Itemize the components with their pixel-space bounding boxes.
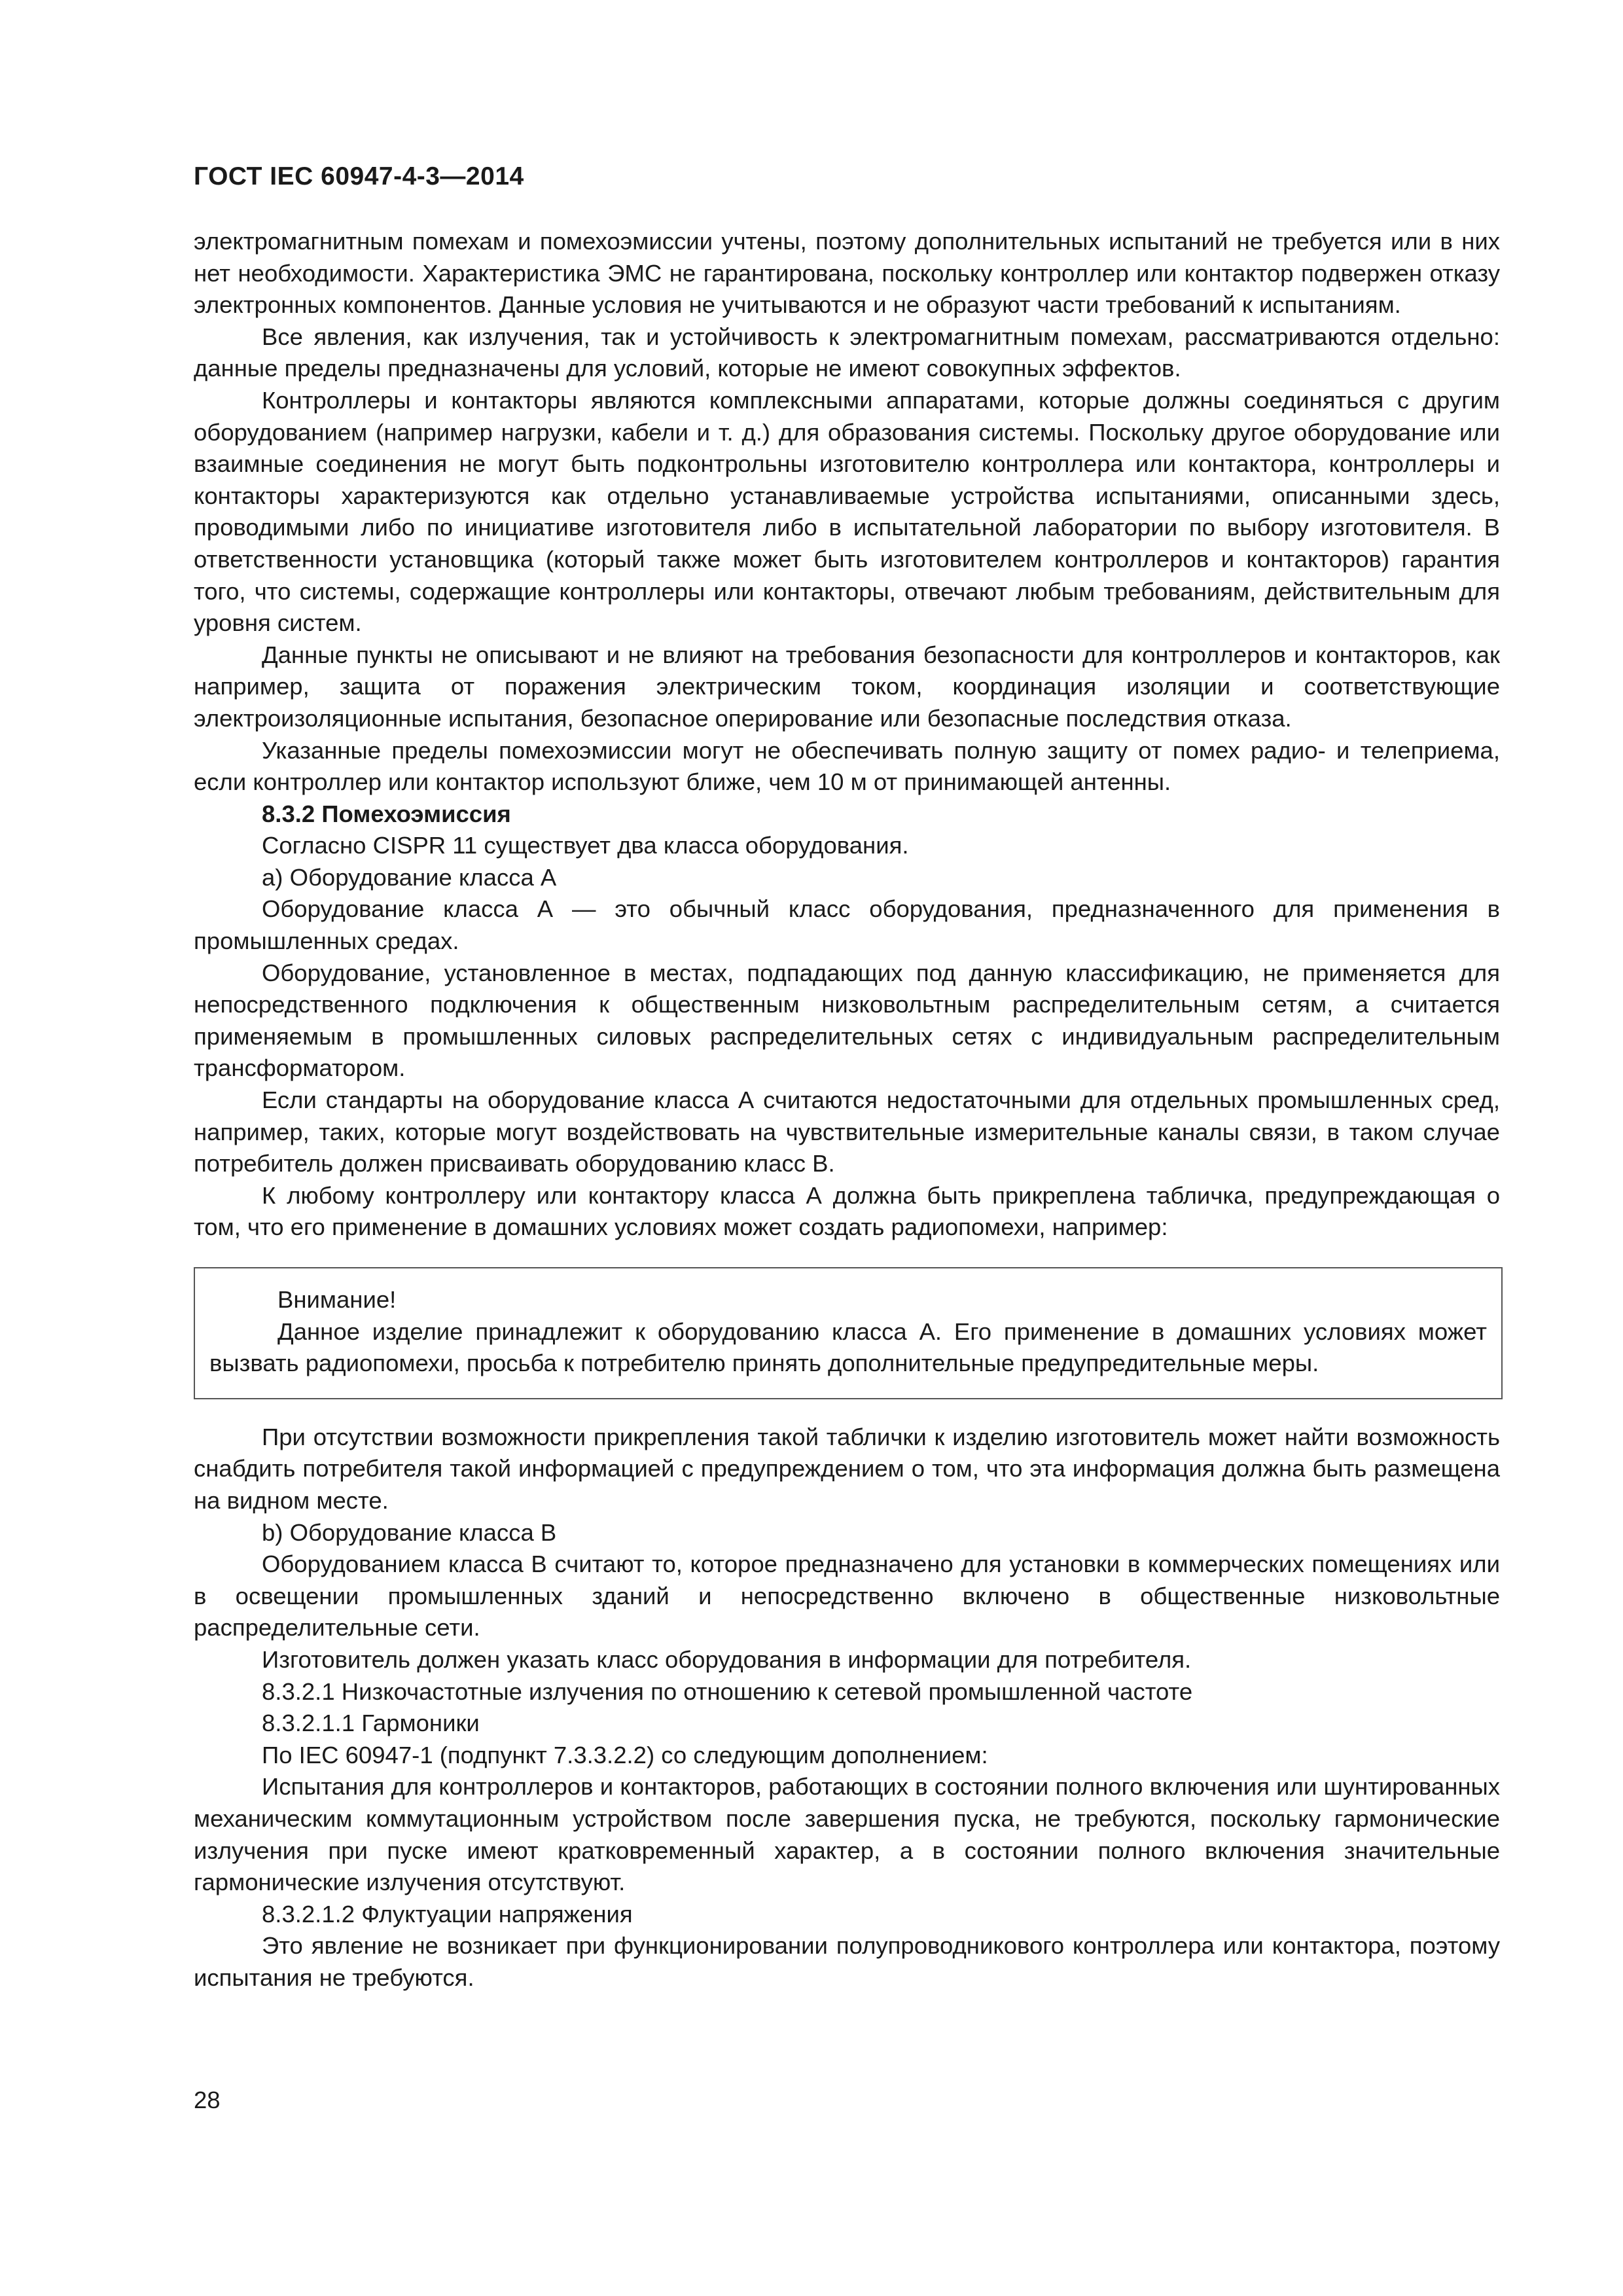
paragraph: Данные пункты не описывают и не влияют на требования безопасности для контроллеров и контакторов, как например, защита от поражения электрическим током, координация изоляции и соответствующие электроизоляционные испытания, безопасное оперирование или безопасные последствия отказа. bbox=[194, 641, 1500, 732]
paragraph: Это явление не возникает при функционировании полупроводникового контроллера или контактора, поэтому испытания не требуются. bbox=[194, 1932, 1500, 1991]
subsection-heading-8-3-2-1-1: 8.3.2.1.1 Гармоники bbox=[262, 1710, 480, 1737]
paragraph: Указанные пределы помехоэмиссии могут не обеспечивать полную защиту от помех радио- и телеприема, если контроллер или контактор используют ближе, чем 10 м от принимающей антенны. bbox=[194, 736, 1500, 796]
document-body bbox=[194, 226, 1500, 1994]
paragraph: К любому контроллеру или контактору класса А должна быть прикреплена табличка, предупреждающая о том, что его применение в домашних условиях может создать радиопомехи, например: bbox=[194, 1181, 1500, 1241]
paragraph: Изготовитель должен указать класс оборудования в информации для потребителя. bbox=[262, 1645, 1192, 1673]
warning-notice-box bbox=[194, 1267, 1503, 1399]
paragraph: Испытания для контроллеров и контакторов, работающих в состоянии полного включения или шунтированных механическим коммутационным устройством после завершения пуска, не требуются, поскольку гармонические излучения при пуске имеют кратковременный характер, а в состоянии полного включения значительные гармонические излучения отсутствуют. bbox=[194, 1773, 1500, 1896]
list-item-class-a: а) Оборудование класса А bbox=[262, 863, 557, 891]
notice-title: Внимание! bbox=[277, 1286, 397, 1313]
paragraph: Контроллеры и контакторы являются комплексными аппаратами, которые должны соединяться с другим оборудованием (например нагрузки, кабели и т. д.) для образования системы. Поскольку другое оборудование или взаимные соединения не могут быть подконтрольны изготовителю контроллера или контактора, контроллеры и контакторы характеризуются как отдельно устанавливаемые устройства испытаниями, описанными здесь, проводимыми либо по инициативе изготовителя либо в испытательной лаборатории по выбору изготовителя. В ответственности установщика (который также может быть изготовителем контроллеров и контакторов) гарантия того, что системы, содержащие контроллеры или контакторы, отвечают любым требованиям, действительным для уровня систем. bbox=[194, 386, 1500, 637]
paragraph: электромагнитным помехам и помехоэмиссии учтены, поэтому дополнительных испытаний не требуется или в них нет необходимости. Характеристика ЭМС не гарантирована, поскольку контроллер или контактор подвержен отказу электронных компонентов. Данные условия не учитываются и не образуют части требований к испытаниям. bbox=[194, 228, 1500, 319]
subsection-heading-8-3-2-1-2: 8.3.2.1.2 Флуктуации напряжения bbox=[262, 1900, 633, 1928]
paragraph: Все явления, как излучения, так и устойчивость к электромагнитным помехам, рассматриваются отдельно: данные пределы предназначены для условий, которые не имеют совокупных эффектов. bbox=[194, 323, 1500, 382]
document-header: ГОСТ IEC 60947-4-3—2014 bbox=[194, 162, 524, 190]
notice-text: Данное изделие принадлежит к оборудованию класса А. Его применение в домашних условиях может вызвать радиопомехи, просьба к потребителю принять дополнительные предупредительные меры. bbox=[209, 1318, 1487, 1377]
paragraph: При отсутствии возможности прикрепления такой таблички к изделию изготовитель может найти возможность снабдить потребителя такой информацией с предупреждением о том, что эта информация должна быть размещена на видном месте. bbox=[194, 1423, 1500, 1514]
paragraph: Если стандарты на оборудование класса А считаются недостаточными для отдельных промышленных сред, например, таких, которые могут воздействовать на чувствительные измерительные каналы связи, в таком случае потребитель должен присваивать оборудованию класс В. bbox=[194, 1086, 1500, 1177]
paragraph: Оборудование, установленное в местах, подпадающих под данную классификацию, не применяется для непосредственного подключения к общественным низковольтным распределительным сетям, а считается применяемым в промышленных силовых распределительных сетях с индивидуальным распределительным трансформатором. bbox=[194, 959, 1500, 1082]
list-item-class-b: b) Оборудование класса В bbox=[262, 1518, 557, 1546]
paragraph: Согласно CISPR 11 существует два класса оборудования. bbox=[262, 832, 909, 859]
paragraph: Оборудованием класса В считают то, которое предназначено для установки в коммерческих помещениях или в освещении промышленных зданий и непосредственно включено в общественные низковольтные распределительные сети. bbox=[194, 1551, 1500, 1641]
paragraph: По IEC 60947-1 (подпункт 7.3.3.2.2) со следующим дополнением: bbox=[262, 1741, 988, 1768]
paragraph: Оборудование класса А — это обычный класс оборудования, предназначенного для применения в промышленных средах. bbox=[194, 895, 1500, 955]
page-number: 28 bbox=[194, 2087, 221, 2113]
subsection-heading-8-3-2-1: 8.3.2.1 Низкочастотные излучения по отношению к сетевой промышленной частоте bbox=[262, 1677, 1193, 1705]
section-heading-8-3-2: 8.3.2 Помехоэмиссия bbox=[262, 800, 511, 827]
